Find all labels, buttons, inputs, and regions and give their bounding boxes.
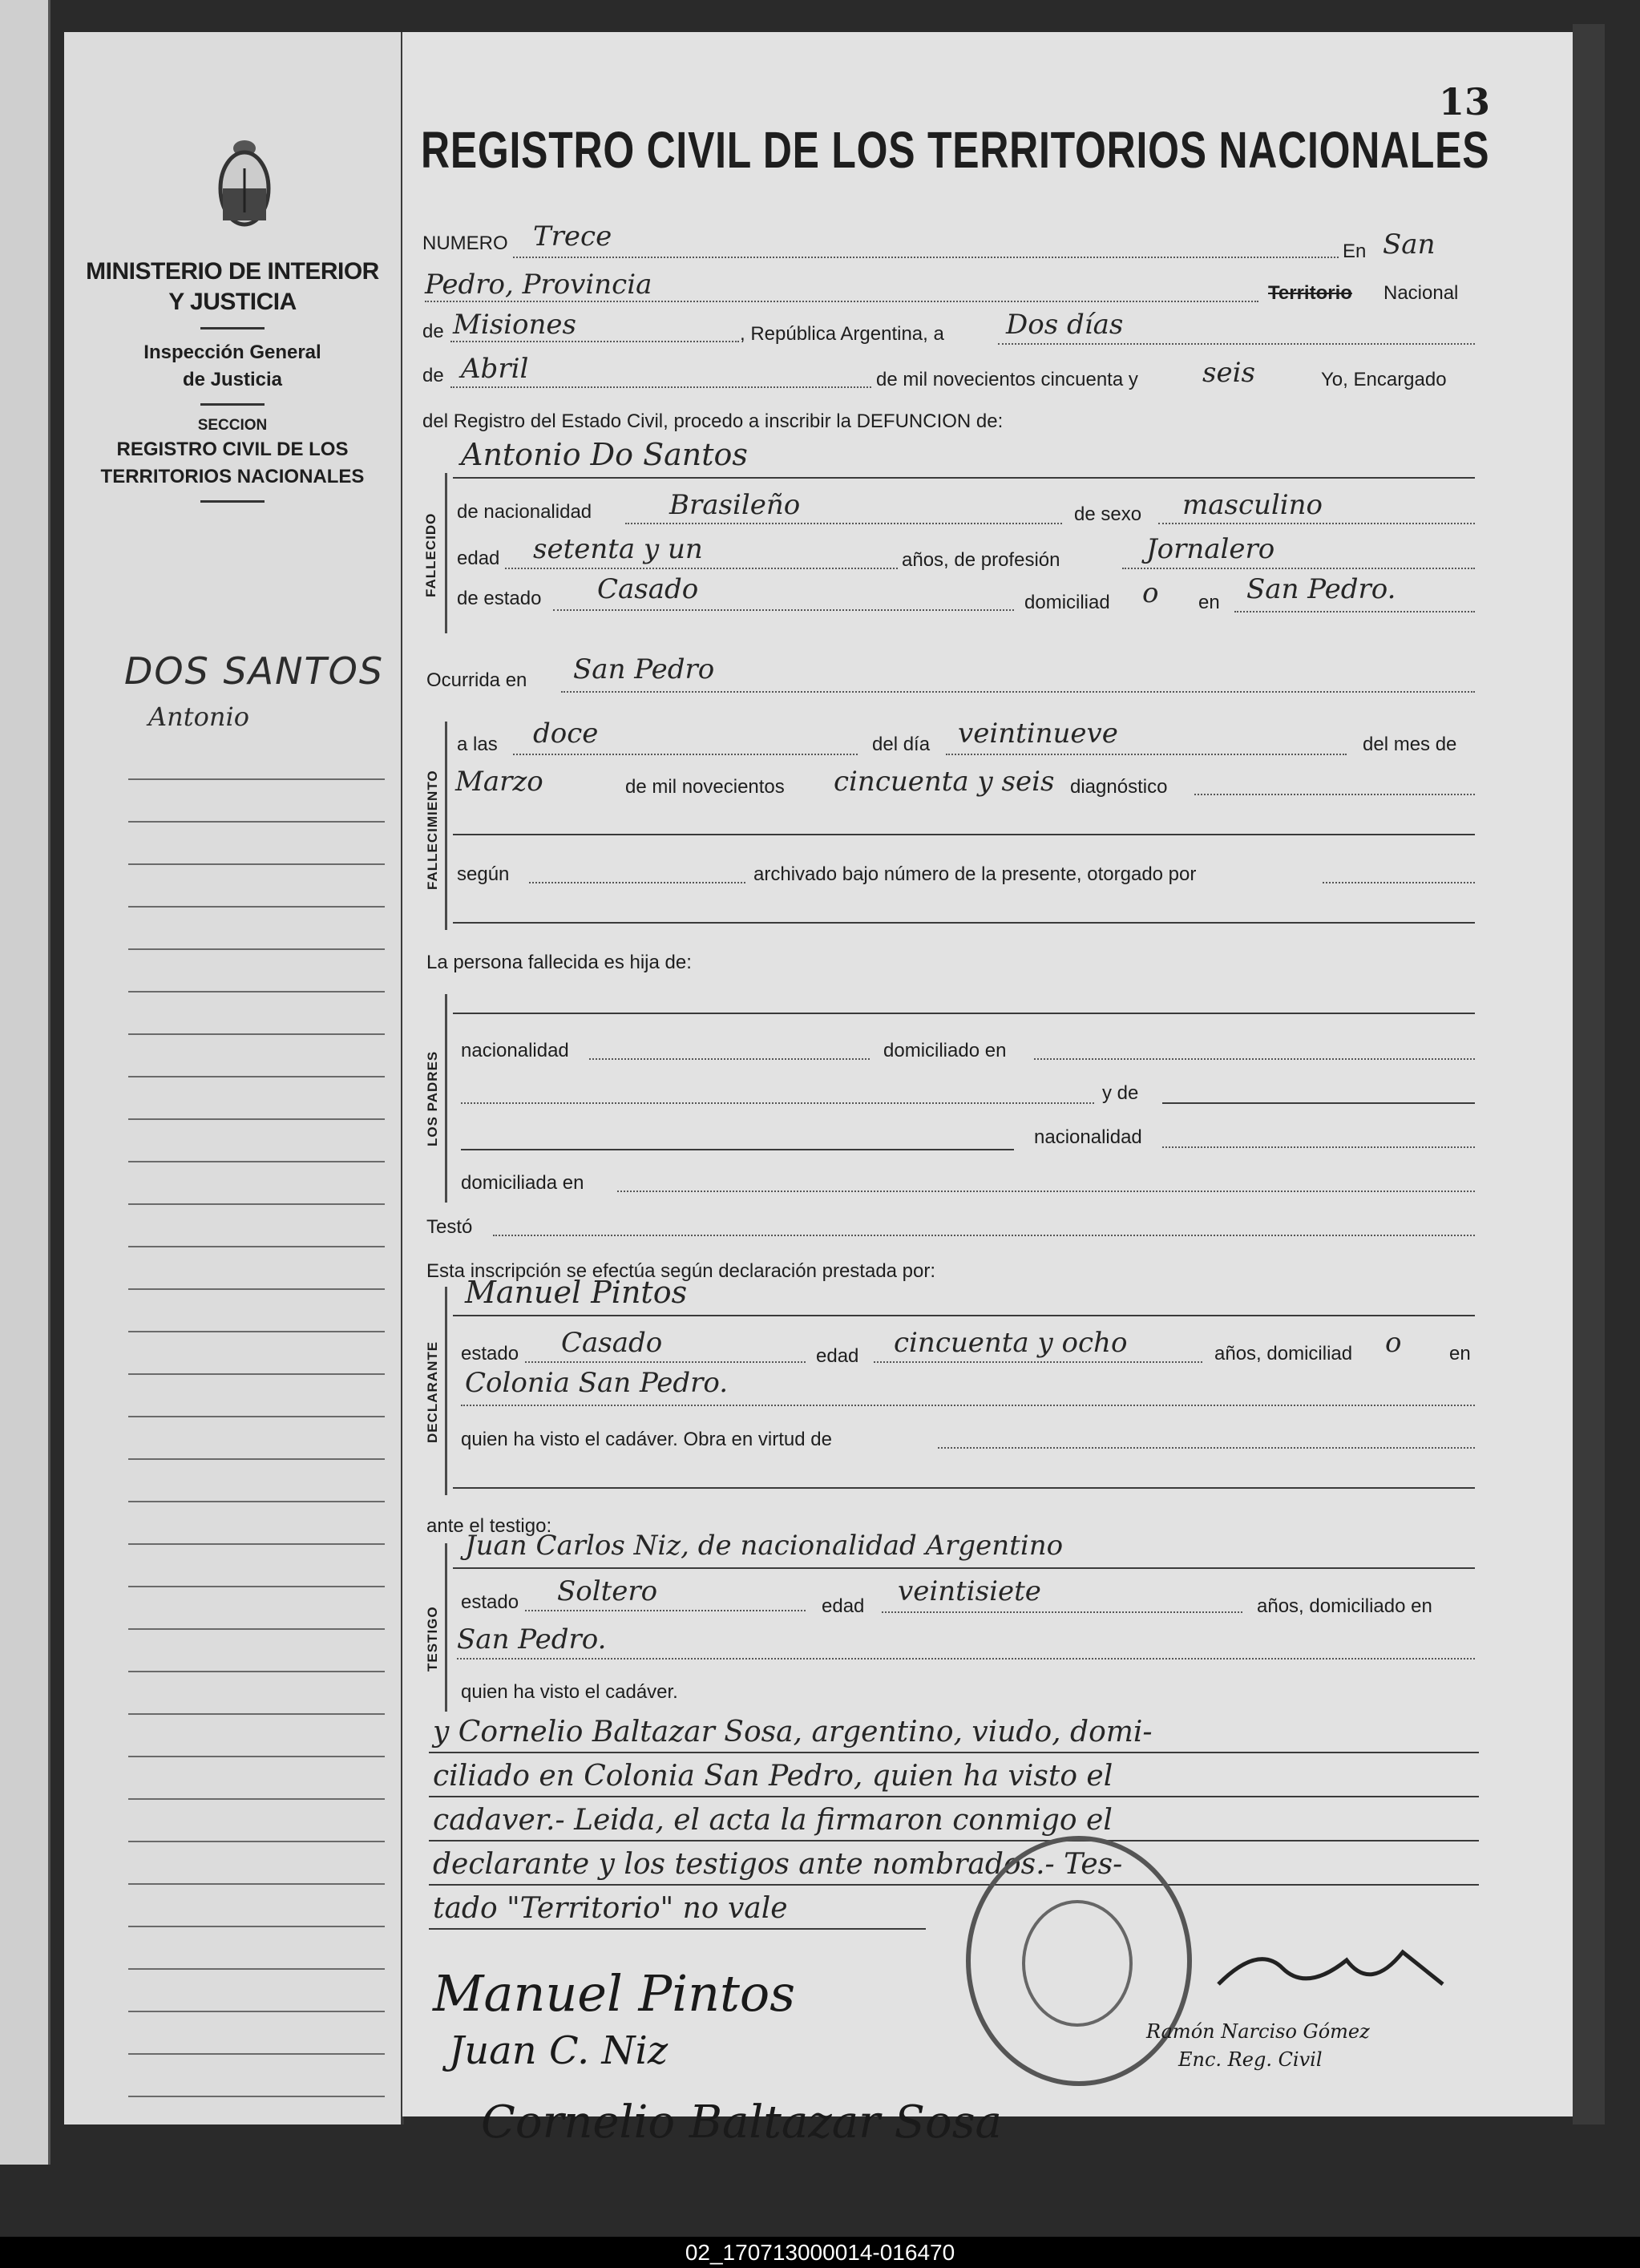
d-estado-label: estado bbox=[461, 1343, 519, 1364]
t-edad-line bbox=[882, 1611, 1242, 1613]
sexo-value: masculino bbox=[1182, 489, 1323, 521]
d-anos-label: años, domiciliad bbox=[1214, 1343, 1353, 1364]
numero-line bbox=[513, 257, 1339, 258]
d-obra-line-2 bbox=[453, 1487, 1475, 1489]
t-cadaver-label: quien ha visto el cadáver. bbox=[461, 1681, 678, 1703]
dia-line bbox=[946, 754, 1347, 755]
fallecimiento-bracket bbox=[445, 722, 447, 930]
diagnostico-line-2 bbox=[453, 834, 1475, 835]
signature-testigo-2: Cornelio Baltazar Sosa bbox=[481, 2096, 1002, 2149]
numero-label: NUMERO bbox=[422, 232, 508, 254]
sexo-label: de sexo bbox=[1074, 503, 1142, 525]
yo-encargado-label: Yo, Encargado bbox=[1321, 369, 1447, 390]
annotation-rule-2 bbox=[429, 1796, 1479, 1797]
province-line bbox=[450, 341, 739, 342]
d-dom-suffix: o bbox=[1385, 1327, 1402, 1359]
margin-firstname: Antonio bbox=[148, 701, 249, 732]
sexo-line bbox=[1158, 523, 1475, 524]
domicilio-line bbox=[1234, 611, 1475, 612]
en-label: En bbox=[1343, 241, 1367, 262]
deceased-name: Antonio Do Santos bbox=[461, 437, 748, 472]
registrar-title: Enc. Reg. Civil bbox=[1178, 2048, 1323, 2071]
a-las-label: a las bbox=[457, 734, 498, 755]
d-obra-line bbox=[938, 1447, 1475, 1449]
section-line1: REGISTRO CIVIL DE LOS bbox=[116, 439, 349, 460]
annotation-rule-1 bbox=[429, 1752, 1479, 1753]
d-en-label: en bbox=[1449, 1343, 1471, 1364]
domicilio-value: San Pedro. bbox=[1246, 573, 1396, 605]
edad-value: setenta y un bbox=[533, 533, 703, 565]
mil-novecientos-label: de mil novecientos bbox=[625, 776, 785, 798]
side-label-testigo: TESTIGO bbox=[425, 1606, 440, 1672]
madre-name-line-2 bbox=[461, 1149, 1014, 1150]
testigo-name: Juan Carlos Niz, de nacionalidad Argentino bbox=[465, 1530, 1064, 1562]
domiciliad-suffix: o bbox=[1142, 577, 1159, 609]
madre-nacionalidad-label: nacionalidad bbox=[1034, 1126, 1142, 1148]
diagnostico-label: diagnóstico bbox=[1070, 776, 1168, 798]
y-de-label: y de bbox=[1102, 1082, 1139, 1104]
year-value: seis bbox=[1202, 357, 1255, 389]
padre-nacionalidad-label: nacionalidad bbox=[461, 1040, 569, 1061]
seal-emblem-icon bbox=[1022, 1900, 1133, 2027]
ministry-line1: MINISTERIO DE INTERIOR bbox=[86, 258, 379, 285]
place-value: Pedro, Provincia bbox=[425, 269, 652, 301]
madre-domiciliada-label: domiciliada en bbox=[461, 1172, 584, 1194]
madre-domicilio-line bbox=[617, 1191, 1475, 1192]
side-label-declarante: DECLARANTE bbox=[425, 1340, 440, 1443]
inscripcion-label: Esta inscripción se efectúa según declaración prestada por: bbox=[426, 1260, 936, 1282]
inspection-line2: de Justicia bbox=[182, 369, 283, 390]
image-id-footer: 02_170713000014-016470 bbox=[0, 2237, 1640, 2268]
ministry-line2: Y JUSTICIA bbox=[168, 289, 297, 315]
testigo-label: ante el testigo: bbox=[426, 1515, 552, 1537]
territorio-struck: Territorio bbox=[1268, 282, 1352, 304]
hora-value: doce bbox=[533, 718, 599, 750]
d-domicilio-line bbox=[461, 1405, 1475, 1406]
domiciliad-label: domiciliad bbox=[1024, 592, 1110, 613]
en-value: San bbox=[1383, 228, 1436, 261]
ocurrida-value: San Pedro bbox=[573, 653, 715, 685]
t-edad-label: edad bbox=[822, 1595, 865, 1617]
d-edad-line bbox=[874, 1361, 1202, 1363]
annotation-line-3: cadaver.- Leida, el acta la firmaron conmigo el bbox=[433, 1804, 1113, 1837]
padre-nacionalidad-line bbox=[589, 1058, 870, 1060]
nacionalidad-line bbox=[625, 523, 1062, 524]
divider bbox=[200, 403, 265, 406]
signature-testigo-1: Juan C. Niz bbox=[449, 2028, 669, 2073]
month-line bbox=[450, 386, 871, 388]
side-label-fallecimiento: FALLECIMIENTO bbox=[425, 770, 440, 890]
segun-label: según bbox=[457, 863, 510, 885]
padre-domiciliado-label: domiciliado en bbox=[883, 1040, 1007, 1061]
padre-name-line bbox=[453, 1013, 1475, 1014]
declarante-name: Manuel Pintos bbox=[465, 1275, 688, 1310]
d-edad-label: edad bbox=[816, 1345, 859, 1367]
ocurrida-label: Ocurrida en bbox=[426, 669, 527, 691]
ministry-header bbox=[76, 257, 389, 512]
t-domicilio-line bbox=[457, 1658, 1475, 1660]
section-label: SECCION bbox=[197, 417, 268, 434]
province-value: Misiones bbox=[453, 309, 576, 341]
profesion-line bbox=[1122, 568, 1475, 569]
annotation-line-5: tado "Territorio" no vale bbox=[433, 1892, 788, 1925]
testigo-bracket bbox=[445, 1543, 447, 1712]
coat-of-arms-icon bbox=[216, 120, 273, 241]
otorgado-line bbox=[1323, 882, 1475, 883]
margin-surname: DOS SANTOS bbox=[124, 649, 385, 693]
ocurrida-line bbox=[561, 691, 1475, 693]
divider bbox=[200, 500, 265, 503]
hora-line bbox=[513, 754, 858, 755]
registrar-signature-scribble-icon bbox=[1210, 1936, 1451, 2008]
t-anos-label: años, domiciliado en bbox=[1257, 1595, 1432, 1617]
page-title: REGISTRO CIVIL DE LOS TERRITORIOS NACIONALES bbox=[421, 121, 1490, 179]
segun-line bbox=[529, 882, 745, 883]
annotation-line-2: ciliado en Colonia San Pedro, quien ha visto el bbox=[433, 1760, 1113, 1793]
anio-value: cincuenta y seis bbox=[834, 766, 1055, 798]
day-value: Dos días bbox=[1006, 309, 1124, 341]
testigo-name-line bbox=[453, 1567, 1475, 1569]
archivado-label: archivado bajo número de la presente, otorgado por bbox=[753, 863, 1197, 885]
t-estado-line bbox=[525, 1610, 806, 1611]
page-number: 13 bbox=[1439, 80, 1491, 123]
de-label-1: de bbox=[422, 321, 444, 342]
divider bbox=[200, 327, 265, 329]
de-label-2: de bbox=[422, 365, 444, 386]
d-estado-value: Casado bbox=[561, 1327, 663, 1359]
fallecido-bracket bbox=[445, 473, 447, 633]
section-line2: TERRITORIOS NACIONALES bbox=[100, 466, 365, 487]
estado-value: Casado bbox=[597, 573, 699, 605]
annotation-rule-5 bbox=[429, 1928, 926, 1930]
side-label-fallecido: FALLECIDO bbox=[423, 512, 438, 597]
d-estado-line bbox=[525, 1361, 806, 1363]
padre-domicilio-line-2 bbox=[461, 1102, 1094, 1104]
t-estado-label: estado bbox=[461, 1591, 519, 1613]
day-line bbox=[998, 343, 1475, 345]
del-dia-label: del día bbox=[872, 734, 931, 755]
padre-domicilio-line bbox=[1034, 1058, 1475, 1060]
t-edad-value: veintisiete bbox=[898, 1575, 1041, 1607]
numero-value: Trece bbox=[533, 220, 612, 253]
anos-profesion-label: años, de profesión bbox=[902, 549, 1060, 571]
edad-line bbox=[505, 568, 898, 569]
nacionalidad-label: de nacionalidad bbox=[457, 501, 592, 523]
madre-name-line bbox=[1162, 1102, 1475, 1104]
diagnostico-line bbox=[1194, 794, 1475, 795]
d-cadaver-label: quien ha visto el cadáver. Obra en virtud de bbox=[461, 1429, 832, 1450]
side-label-padres: LOS PADRES bbox=[425, 1050, 440, 1146]
estado-label: de estado bbox=[457, 588, 542, 609]
madre-nacionalidad-line bbox=[1162, 1146, 1475, 1148]
annotation-rule-3 bbox=[429, 1840, 1479, 1841]
declarante-name-line bbox=[453, 1315, 1475, 1316]
padres-bracket bbox=[445, 994, 447, 1203]
signature-declarante: Manuel Pintos bbox=[433, 1964, 796, 2023]
year-label: de mil novecientos cincuenta y bbox=[876, 369, 1138, 390]
hija-de-label: La persona fallecida es hija de: bbox=[426, 952, 692, 973]
t-estado-value: Soltero bbox=[557, 1575, 658, 1607]
en-label-2: en bbox=[1198, 592, 1220, 613]
edad-label: edad bbox=[457, 548, 500, 569]
place-line bbox=[425, 301, 1258, 302]
profesion-value: Jornalero bbox=[1146, 533, 1275, 565]
inspection-line1: Inspección General bbox=[143, 342, 321, 363]
margin-ruled-lines bbox=[128, 738, 385, 2100]
otorgado-line-2 bbox=[453, 922, 1475, 924]
month-value: Abril bbox=[461, 353, 529, 385]
registro-label: del Registro del Estado Civil, procedo a inscribir la DEFUNCION de: bbox=[422, 410, 1004, 432]
t-domicilio-value: San Pedro. bbox=[457, 1623, 607, 1656]
declarante-bracket bbox=[445, 1287, 447, 1495]
annotation-line-4: declarante y los testigos ante nombrados.- Tes- bbox=[433, 1848, 1123, 1881]
nacional-label: Nacional bbox=[1383, 282, 1459, 304]
testo-label: Testó bbox=[426, 1216, 473, 1238]
previous-page-strip bbox=[0, 0, 50, 2165]
d-domicilio-value: Colonia San Pedro. bbox=[465, 1367, 729, 1399]
book-edge bbox=[1573, 24, 1605, 2124]
nacionalidad-value: Brasileño bbox=[669, 489, 801, 521]
deceased-name-line bbox=[453, 477, 1475, 479]
annotation-rule-4 bbox=[429, 1884, 1479, 1886]
mes-value: Marzo bbox=[455, 766, 543, 798]
d-edad-value: cincuenta y ocho bbox=[894, 1327, 1128, 1359]
dia-value: veintinueve bbox=[958, 718, 1118, 750]
del-mes-label: del mes de bbox=[1363, 734, 1457, 755]
estado-line bbox=[553, 609, 1014, 611]
testo-line bbox=[493, 1235, 1475, 1236]
annotation-line-1: y Cornelio Baltazar Sosa, argentino, viudo, domi- bbox=[433, 1716, 1153, 1749]
republica-label: , República Argentina, a bbox=[740, 323, 944, 345]
registrar-name: Ramón Narciso Gómez bbox=[1146, 2020, 1370, 2043]
